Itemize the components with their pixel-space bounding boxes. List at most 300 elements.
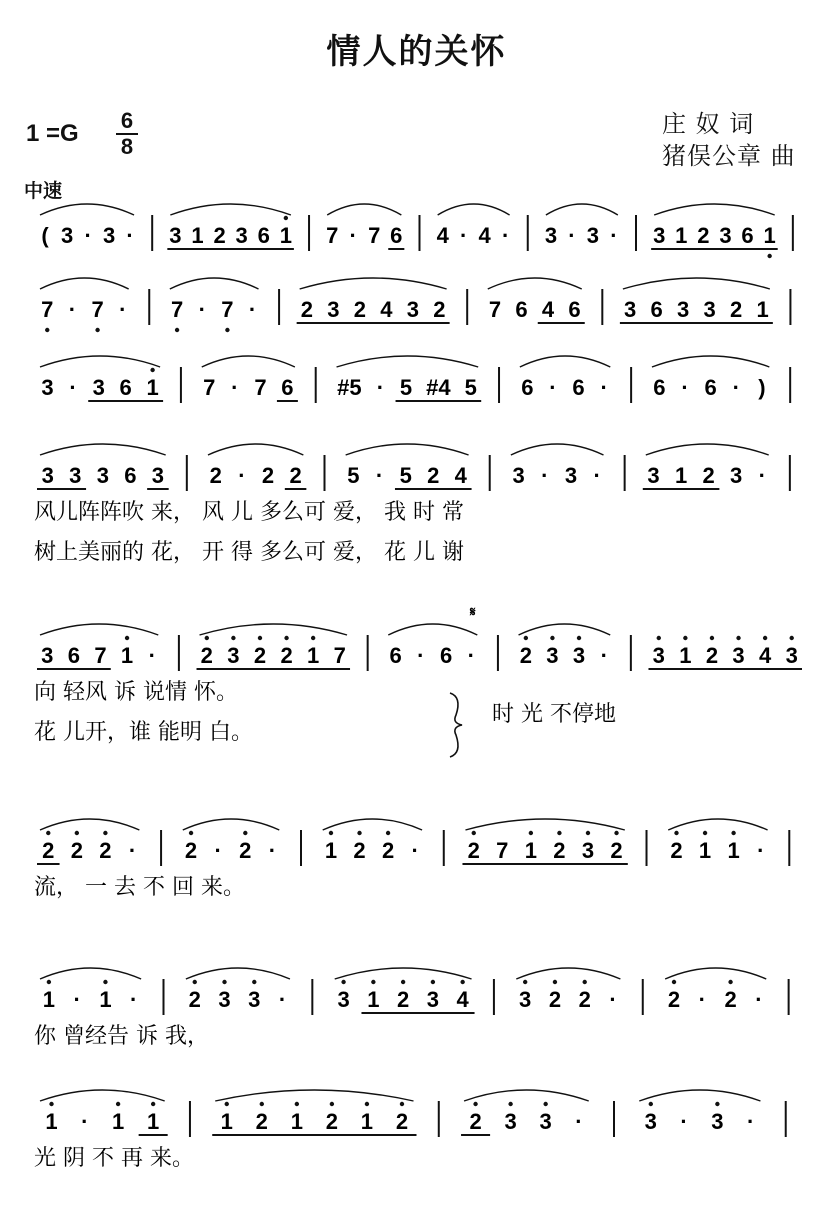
note: 2 <box>697 223 710 248</box>
octave-up-dot <box>586 831 590 835</box>
note: 2 <box>209 463 222 488</box>
octave-up-dot <box>543 1102 547 1106</box>
note: 6 <box>704 375 717 400</box>
note: 1 <box>679 643 692 668</box>
dot: · <box>568 223 576 248</box>
note: 3 <box>96 463 109 488</box>
dot: · <box>755 987 763 1012</box>
octave-up-dot <box>47 980 51 984</box>
slur-arc <box>346 444 469 455</box>
note: 6 <box>389 643 402 668</box>
note: 3 <box>406 297 420 322</box>
note: 7 <box>203 375 216 400</box>
note: 3 <box>732 643 745 668</box>
octave-up-dot <box>311 636 315 640</box>
note: 3 <box>151 463 165 488</box>
note: 3 <box>544 223 558 248</box>
dot: · <box>757 838 765 863</box>
octave-down-dot <box>45 328 49 332</box>
slur-arc <box>40 204 134 215</box>
slur-arc <box>170 278 259 289</box>
note: 2 <box>353 297 367 322</box>
octave-up-dot <box>46 831 50 835</box>
lyricist-credit: 庄 奴 词 <box>662 110 755 138</box>
verse-brace <box>450 693 462 757</box>
dot: · <box>231 375 239 400</box>
note: 1 <box>120 643 134 668</box>
octave-up-dot <box>728 980 732 984</box>
dot: · <box>600 375 608 400</box>
octave-up-dot <box>205 636 209 640</box>
slur-arc <box>335 968 472 979</box>
octave-up-dot <box>472 831 476 835</box>
note: #5 <box>337 375 362 400</box>
note: 3 <box>69 463 82 488</box>
octave-up-dot <box>674 831 678 835</box>
octave-up-dot <box>357 831 361 835</box>
note: 7 <box>368 223 381 248</box>
octave-up-dot <box>736 636 740 640</box>
slur-arc <box>40 624 158 635</box>
dot: · <box>69 375 77 400</box>
note: 6 <box>521 375 534 400</box>
note: 2 <box>99 838 112 863</box>
time-signature-bottom: 8 <box>120 134 134 159</box>
note: 2 <box>705 643 719 668</box>
note: 3 <box>227 643 240 668</box>
octave-up-dot <box>577 636 581 640</box>
note: 3 <box>546 643 559 668</box>
dot: · <box>375 463 384 488</box>
octave-up-dot <box>431 980 435 984</box>
octave-up-dot <box>222 980 226 984</box>
dot: · <box>747 1109 755 1134</box>
octave-up-dot <box>150 368 154 372</box>
note: 6 <box>67 643 81 668</box>
octave-up-dot <box>763 636 767 640</box>
note: 2 <box>261 463 275 488</box>
dot: · <box>698 987 706 1012</box>
note: 2 <box>469 1109 482 1134</box>
octave-up-dot <box>529 831 533 835</box>
note: 1 <box>290 1109 303 1134</box>
dot: · <box>460 223 468 248</box>
note: 3 <box>41 643 54 668</box>
note: 5 <box>464 375 477 400</box>
note: 2 <box>188 987 201 1012</box>
note: 2 <box>553 838 566 863</box>
slur-arc <box>40 356 160 367</box>
slur-arc <box>40 968 141 979</box>
note: 3 <box>581 838 595 863</box>
octave-down-dot <box>95 328 99 332</box>
dot: · <box>81 1109 89 1134</box>
octave-up-dot <box>583 980 587 984</box>
note: 7 <box>496 838 509 863</box>
octave-up-dot <box>231 636 235 640</box>
slur-arc <box>665 968 766 979</box>
note: 7 <box>170 297 184 322</box>
dot: · <box>128 838 137 863</box>
note: 3 <box>61 223 74 248</box>
note: 3 <box>624 297 637 322</box>
slur-arc <box>186 968 290 979</box>
octave-up-dot <box>243 831 247 835</box>
note: 3 <box>644 1109 657 1134</box>
dot: · <box>732 375 740 400</box>
note: 2 <box>255 1109 268 1134</box>
note: 2 <box>325 1109 339 1134</box>
dot: · <box>541 463 549 488</box>
note: 1 <box>727 838 740 863</box>
dot: · <box>130 987 138 1012</box>
octave-up-dot <box>400 1102 404 1106</box>
octave-up-dot <box>460 980 464 984</box>
dot: · <box>278 987 287 1012</box>
dot: · <box>467 643 476 668</box>
lyric-line: 你 曾经告 诉 我， <box>34 1024 209 1049</box>
note: 1 <box>147 1109 160 1134</box>
slur-arc <box>200 624 348 635</box>
note: 7 <box>488 297 502 322</box>
composer-credit: 猪俣公章 曲 <box>662 142 796 170</box>
note: 7 <box>91 297 104 322</box>
note: 2 <box>381 838 395 863</box>
note: 3 <box>337 987 350 1012</box>
dot: · <box>411 838 419 863</box>
octave-up-dot <box>473 1102 477 1106</box>
slur-arc <box>40 1090 165 1101</box>
note: 1 <box>674 463 688 488</box>
note: 6 <box>572 375 585 400</box>
dot: · <box>148 643 156 668</box>
lyric-line: 光 阴 不 再 来。 <box>34 1146 194 1171</box>
octave-up-dot <box>284 636 288 640</box>
octave-up-dot <box>193 980 197 984</box>
note: 2 <box>578 987 591 1012</box>
note: 3 <box>426 987 440 1012</box>
note: 1 <box>42 987 56 1012</box>
octave-up-dot <box>116 1102 120 1106</box>
slur-arc <box>464 1090 589 1101</box>
note: 3 <box>652 643 665 668</box>
slur-arc <box>623 278 770 289</box>
slur-arc <box>516 968 620 979</box>
note: 3 <box>572 643 586 668</box>
slur-arc <box>327 204 401 215</box>
note: 1 <box>763 223 776 248</box>
lyric-line: 向 轻风 诉 说情 怀。 <box>34 680 238 705</box>
octave-up-dot <box>657 636 661 640</box>
octave-up-dot <box>715 1102 719 1106</box>
octave-up-dot <box>151 1102 155 1106</box>
slur-arc <box>202 356 295 367</box>
note: 2 <box>702 463 715 488</box>
note: 3 <box>235 223 248 248</box>
note: 2 <box>253 643 267 668</box>
note: 1 <box>146 375 159 400</box>
dot: · <box>126 223 134 248</box>
note: 2 <box>467 838 480 863</box>
slur-arc <box>668 819 767 830</box>
slur-arc <box>208 444 303 455</box>
note: #4 <box>426 375 451 400</box>
note: 3 <box>41 375 54 400</box>
slur-arc <box>520 356 610 367</box>
octave-up-dot <box>386 831 390 835</box>
note: 1 <box>220 1109 233 1134</box>
note: 1 <box>360 1109 374 1134</box>
note: 3 <box>539 1109 552 1134</box>
dot: · <box>575 1109 583 1134</box>
slur-arc <box>546 204 618 215</box>
note: 4 <box>454 463 467 488</box>
note: 3 <box>719 223 732 248</box>
slur-arc <box>40 819 139 830</box>
note: 3 <box>564 463 578 488</box>
dot: · <box>268 838 277 863</box>
note: 1 <box>524 838 537 863</box>
note: 2 <box>213 223 226 248</box>
dot: · <box>600 643 608 668</box>
dot: · <box>680 1109 688 1134</box>
octave-up-dot <box>330 1102 334 1106</box>
note: ( <box>41 223 49 248</box>
note: 1 <box>307 643 320 668</box>
octave-up-dot <box>49 1102 53 1106</box>
octave-up-dot <box>329 831 333 835</box>
note: 3 <box>730 463 743 488</box>
slur-arc <box>646 444 769 455</box>
dot: · <box>549 375 557 400</box>
slur-arc <box>183 819 280 830</box>
note: 2 <box>70 838 83 863</box>
octave-up-dot <box>523 980 527 984</box>
note: 2 <box>200 643 213 668</box>
note: 1 <box>756 297 769 322</box>
octave-up-dot <box>731 831 735 835</box>
note: 3 <box>711 1109 724 1134</box>
note: 5 <box>347 463 360 488</box>
octave-up-dot <box>103 980 107 984</box>
note: 7 <box>94 643 107 668</box>
note: 2 <box>519 643 532 668</box>
note: 3 <box>647 463 660 488</box>
slur-arc <box>40 444 166 455</box>
note: 1 <box>675 223 688 248</box>
note: 4 <box>380 297 393 322</box>
dot: · <box>376 375 385 400</box>
note: 1 <box>698 838 712 863</box>
octave-up-dot <box>550 636 554 640</box>
time-signature-top: 6 <box>120 108 134 133</box>
slur-arc <box>40 278 129 289</box>
octave-up-dot <box>225 1102 229 1106</box>
note: 4 <box>456 987 469 1012</box>
octave-up-dot <box>260 1102 264 1106</box>
note: 7 <box>333 643 346 668</box>
slur-arc <box>465 819 624 830</box>
note: 3 <box>653 223 666 248</box>
note: 3 <box>102 223 116 248</box>
note: 6 <box>650 297 663 322</box>
note: 1 <box>367 987 380 1012</box>
note: 1 <box>191 223 204 248</box>
note: 4 <box>436 223 449 248</box>
octave-up-dot <box>524 636 528 640</box>
note: 6 <box>439 643 453 668</box>
octave-up-dot <box>103 831 107 835</box>
dot: · <box>349 223 357 248</box>
note: 6 <box>390 223 403 248</box>
octave-down-dot <box>225 328 229 332</box>
dot: · <box>119 297 127 322</box>
slur-arc <box>639 1090 760 1101</box>
note: 3 <box>586 223 600 248</box>
note: 7 <box>221 297 234 322</box>
octave-down-dot <box>767 254 771 258</box>
dot: · <box>214 838 222 863</box>
note: 1 <box>45 1109 58 1134</box>
note: 3 <box>519 987 532 1012</box>
octave-up-dot <box>790 636 794 640</box>
octave-up-dot <box>710 636 714 640</box>
slur-arc <box>654 204 775 215</box>
note: 6 <box>257 223 270 248</box>
octave-up-dot <box>189 831 193 835</box>
note: 2 <box>670 838 683 863</box>
dot: · <box>593 463 601 488</box>
dot: · <box>198 297 206 322</box>
slur-arc <box>488 278 582 289</box>
note: 2 <box>239 838 252 863</box>
note: 2 <box>300 297 314 322</box>
note: 3 <box>703 297 716 322</box>
octave-up-dot <box>258 636 262 640</box>
note: 7 <box>326 223 339 248</box>
slur-arc <box>388 624 477 635</box>
octave-up-dot <box>125 636 129 640</box>
dot: · <box>758 463 766 488</box>
dot: · <box>68 297 77 322</box>
note: ) <box>758 375 766 400</box>
note: 4 <box>541 297 555 322</box>
note: 6 <box>653 375 666 400</box>
octave-up-dot <box>557 831 561 835</box>
note: 2 <box>427 463 440 488</box>
note: 1 <box>111 1109 125 1134</box>
octave-up-dot <box>703 831 707 835</box>
slur-arc <box>652 356 769 367</box>
note: 7 <box>41 297 54 322</box>
note: 2 <box>548 987 562 1012</box>
dot: · <box>610 223 618 248</box>
note: 2 <box>289 463 302 488</box>
note: 3 <box>169 223 182 248</box>
note: 2 <box>353 838 366 863</box>
dot: · <box>73 987 81 1012</box>
octave-up-dot <box>365 1102 369 1106</box>
octave-up-dot <box>401 980 405 984</box>
note: 2 <box>395 1109 409 1134</box>
lyric-line: 风儿阵阵吹 来， 风 儿 多么可 爱， 我 时 常 <box>34 500 464 525</box>
note: 7 <box>254 375 267 400</box>
octave-up-dot <box>614 831 618 835</box>
octave-up-dot <box>553 980 557 984</box>
note: 3 <box>92 375 105 400</box>
slur-arc <box>519 624 611 635</box>
note: 4 <box>758 643 772 668</box>
note: 2 <box>433 297 446 322</box>
tempo-marking: 中速 <box>24 180 63 202</box>
key-signature: 1 =G <box>26 120 79 147</box>
slur-arc <box>323 819 422 830</box>
note: 5 <box>399 375 413 400</box>
note: 2 <box>184 838 198 863</box>
note: 2 <box>610 838 623 863</box>
note: 2 <box>729 297 743 322</box>
note: 3 <box>504 1109 517 1134</box>
note: 6 <box>515 297 528 322</box>
octave-up-dot <box>252 980 256 984</box>
note: 3 <box>327 297 340 322</box>
slur-arc <box>438 204 510 215</box>
dot: · <box>84 223 92 248</box>
note: 6 <box>281 375 294 400</box>
slur-arc <box>215 1090 413 1101</box>
note: 6 <box>119 375 132 400</box>
note: 3 <box>218 987 231 1012</box>
octave-up-dot <box>371 980 375 984</box>
lyric-line: 时 光 不停地 <box>492 702 616 727</box>
note: 3 <box>785 643 798 668</box>
segno-sign: 𝄋 <box>470 604 476 619</box>
octave-up-dot <box>508 1102 512 1106</box>
note: 3 <box>41 463 54 488</box>
octave-up-dot <box>341 980 345 984</box>
octave-up-dot <box>672 980 676 984</box>
octave-up-dot <box>75 831 79 835</box>
dot: · <box>609 987 617 1012</box>
note: 2 <box>667 987 681 1012</box>
note: 6 <box>741 223 754 248</box>
lyric-line: 树上美丽的 花， 开 得 多么可 爱， 花 儿 谢 <box>34 540 464 565</box>
octave-down-dot <box>175 328 179 332</box>
octave-up-dot <box>295 1102 299 1106</box>
note: 5 <box>399 463 412 488</box>
note: 3 <box>676 297 690 322</box>
note: 2 <box>280 643 293 668</box>
lyric-line: 花 儿开，谁 能明 白。 <box>34 720 253 745</box>
slur-arc <box>170 204 291 215</box>
slur-arc <box>337 356 479 367</box>
dot: · <box>501 223 510 248</box>
octave-up-dot <box>649 1102 653 1106</box>
octave-up-dot <box>683 636 687 640</box>
note: 3 <box>512 463 525 488</box>
note: 1 <box>324 838 338 863</box>
note: 6 <box>568 297 581 322</box>
song-title: 情人的关怀 <box>326 32 507 72</box>
note: 3 <box>248 987 261 1012</box>
note: 1 <box>279 223 292 248</box>
dot: · <box>238 463 246 488</box>
note: 4 <box>478 223 491 248</box>
dot: · <box>417 643 425 668</box>
note: 2 <box>42 838 55 863</box>
note: 6 <box>124 463 137 488</box>
octave-up-dot <box>284 216 288 220</box>
